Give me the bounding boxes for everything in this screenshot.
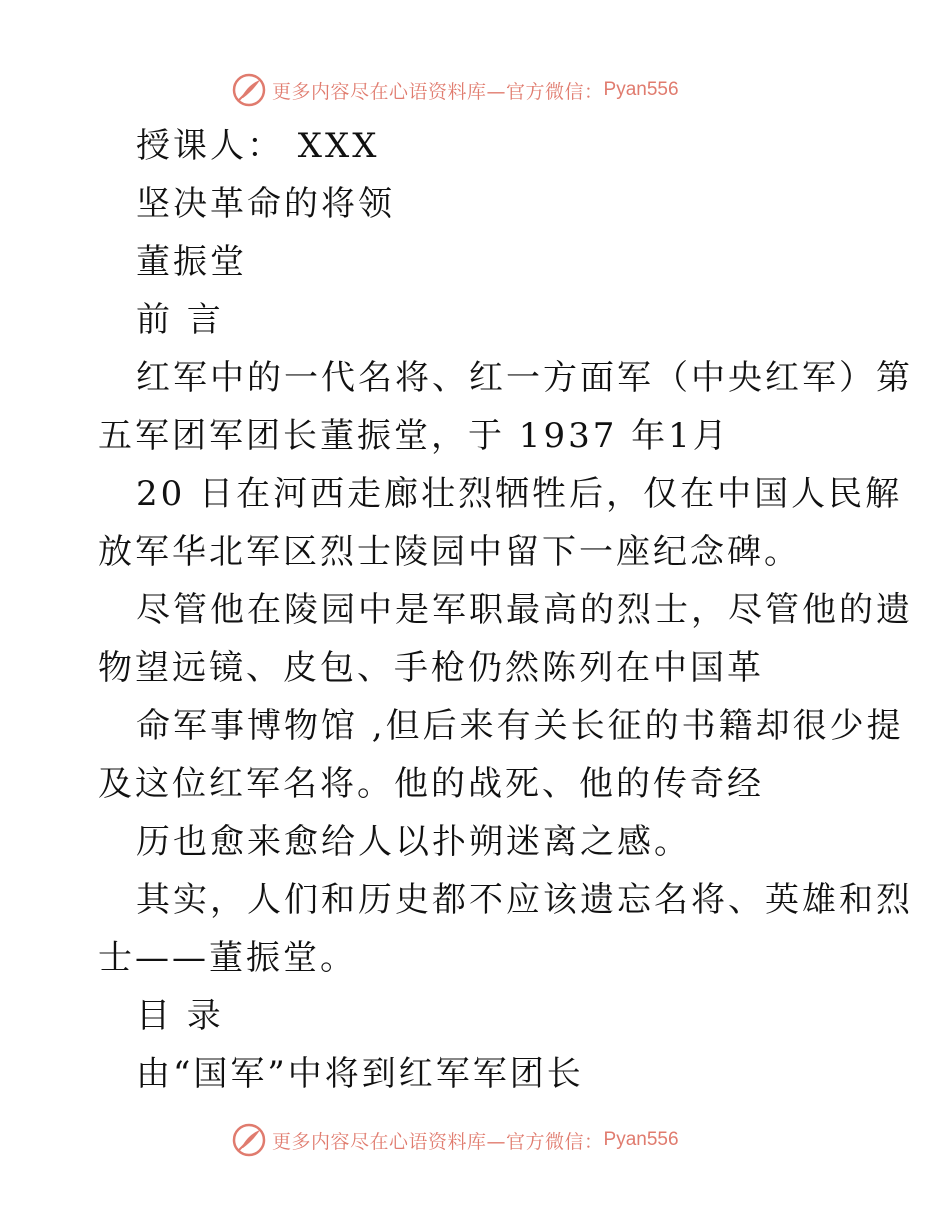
watermark-text: 更多内容尽在心语资料库—官方微信： <box>272 1130 604 1153</box>
quill-logo-icon <box>232 73 266 107</box>
watermark-wechat-id: Pyan556 <box>603 79 679 100</box>
paragraph-line: 红军中的一代名将、红一方面军（中央红军）第 <box>136 358 913 398</box>
watermark-text: 更多内容尽在心语资料库—官方微信： <box>272 80 604 103</box>
watermark-wechat-id: Pyan556 <box>603 1129 679 1150</box>
section-heading-preface: 前 言 <box>136 300 224 340</box>
paragraph-line: 物望远镜、皮包、手枪仍然陈列在中国革 <box>98 648 764 688</box>
document-title: 坚决革命的将领 <box>136 184 395 224</box>
footer-watermark <box>232 1122 732 1158</box>
paragraph-line: 历也愈来愈给人以扑朔迷离之感。 <box>136 822 691 862</box>
document-subtitle: 董振堂 <box>136 242 247 282</box>
section-heading-contents: 目 录 <box>136 996 224 1036</box>
header-watermark <box>232 72 732 108</box>
lecturer-line: 授课人： XXX <box>136 126 380 166</box>
paragraph-line: 及这位红军名将。他的战死、他的传奇经 <box>98 764 764 804</box>
quill-logo-icon <box>232 1123 266 1157</box>
contents-item: 由“国军”中将到红军军团长 <box>136 1054 584 1094</box>
paragraph-line: 五军团军团长董振堂，于 1937 年1月 <box>98 416 730 456</box>
paragraph-line: 命军事博物馆 ,但后来有关长征的书籍却很少提 <box>136 706 904 746</box>
paragraph-line: 其实，人们和历史都不应该遗忘名将、英雄和烈 <box>136 880 913 920</box>
paragraph-line: 尽管他在陵园中是军职最高的烈士，尽管他的遗 <box>136 590 913 630</box>
paragraph-line: 放军华北军区烈士陵园中留下一座纪念碑。 <box>98 532 801 572</box>
paragraph-line: 20 日在河西走廊壮烈牺牲后，仅在中国人民解 <box>136 474 903 514</box>
paragraph-line: 士——董振堂。 <box>98 938 357 978</box>
